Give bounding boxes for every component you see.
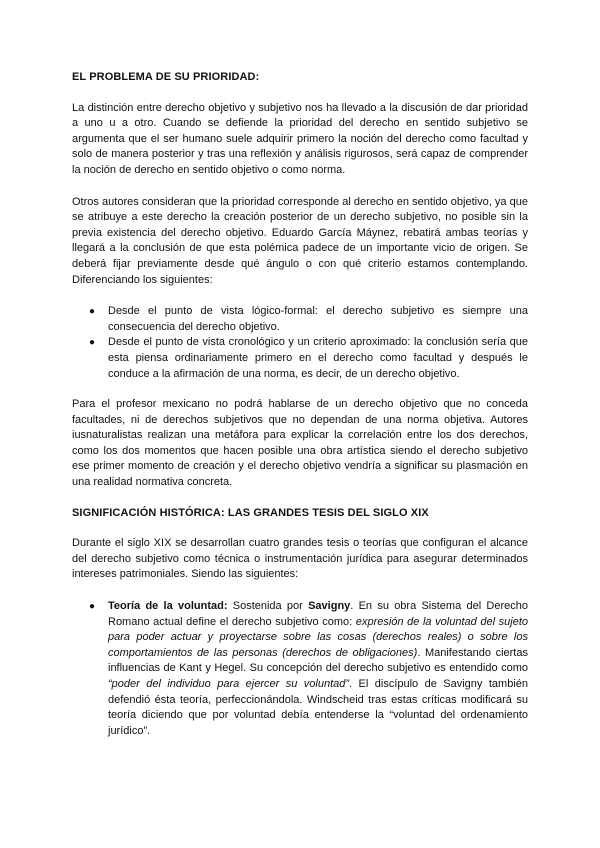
paragraph: Para el profesor mexicano no podrá hablarse de un derecho objetivo que no conceda facultades, ni de derechos subjetivos que no dependan de una norma objetiva. Autores iusnaturalistas realizan una metáfora para explicar la correlación entre los dos derechos, como los dos momentos que hacen posible una obra artística siendo el derecho subjetivo ese primer momento de creación y el derecho objetivo vendría a significar su plasmación en una realidad normativa concreta. xyxy=(72,398,528,489)
bullet-icon: ● xyxy=(89,337,96,349)
section-heading-prioridad: EL PROBLEMA DE SU PRIORIDAD: xyxy=(72,71,260,83)
list-item xyxy=(72,599,528,739)
bullet-icon: ● xyxy=(89,306,96,318)
theory-title: Teoría de la voluntad: xyxy=(108,600,228,613)
document-content xyxy=(72,70,528,739)
list-item xyxy=(72,335,528,382)
bullet-list xyxy=(72,599,528,739)
text-run: . Manifestando ciertas influencias de Kant y Hegel. Su concepción del derecho subjetivo es entendido como xyxy=(108,646,528,675)
paragraph: La distinción entre derecho objetivo y subjetivo nos ha llevado a la discusión de dar prioridad a uno u a otro. Cuando se defiende la prioridad del derecho en sentido subjetivo se argumenta que el ser humano suele adquirir primero la noción del derecho como facultad y solo de manera posterior y tras una reflexión y análisis rigurosos, será capaz de comprender la noción de derecho en sentido objetivo o como norma. xyxy=(72,101,528,176)
author-name: Savigny xyxy=(308,600,351,613)
list-item-text: Desde el punto de vista lógico-formal: el derecho subjetivo es siempre una consecuencia del derecho objetivo. xyxy=(108,305,528,333)
paragraph: Durante el siglo XIX se desarrollan cuatro grandes tesis o teorías que configuran el alcance del derecho subjetivo como técnica o instrumentación jurídica para asegurar determinados intereses patrimoniales. Siendo las siguientes: xyxy=(72,537,528,581)
bullet-list xyxy=(72,304,528,382)
text-run: . El discípulo de Savigny también defendió ésta teoría, perfeccionándola. Windscheid tras estas críticas modificará su teoría diciendo que por voluntad debía entenderse la “voluntad del ordenamiento jurídico”. xyxy=(108,678,528,737)
definition-quote: expresión de la voluntad del sujeto para poder actuar y proyectarse sobre las cosas (derechos reales) o sobre los comportamientos de las personas (derechos de obligaciones) xyxy=(108,615,528,659)
bullet-icon: ● xyxy=(89,601,96,613)
list-item-text: Desde el punto de vista cronológico y un criterio aproximado: la conclusión sería que esta piensa ordinariamente primero en el derecho como facultad y después le conduce a la afirmación de una norma, es decir, de un derecho objetivo. xyxy=(108,336,528,380)
text-run: . En su obra Sistema del Derecho Romano actual define el derecho subjetivo como: xyxy=(108,600,528,628)
paragraph: Otros autores consideran que la prioridad corresponde al derecho en sentido objetivo, ya que se atribuye a este derecho la creación posterior de un derecho subjetivo, no posible sin la previa existencia del derecho objetivo. Eduardo García Máynez, rebatirá ambas teorías y llegará a la conclusión de que esta polémica padece de un importante vicio de origen. Se deberá fijar previamente desde qué ángulo o con qué criterio estamos contemplando. Diferenciando los siguientes: xyxy=(72,195,528,286)
list-item xyxy=(72,304,528,335)
section-heading-significacion: SIGNIFICACIÓN HISTÓRICA: LAS GRANDES TESIS DEL SIGLO XIX xyxy=(72,506,429,519)
definition-quote: “poder del individuo para ejercer su voluntad” xyxy=(108,678,350,690)
text-run: Sostenida por xyxy=(227,600,309,613)
